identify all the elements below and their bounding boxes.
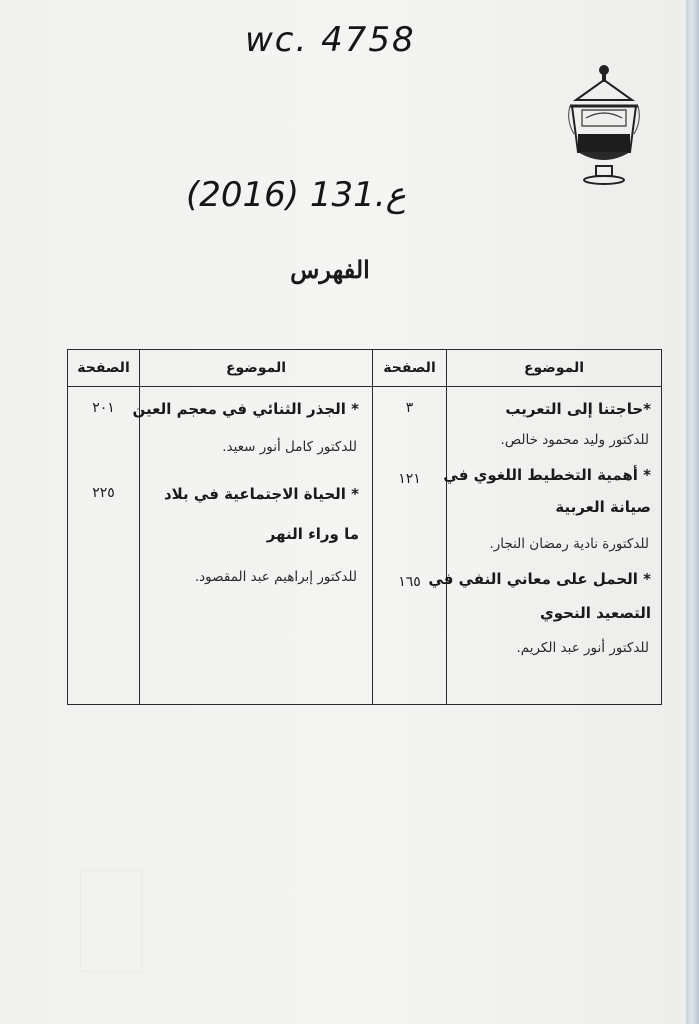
contents-table — [67, 349, 662, 705]
entry-title: * الحياة الاجتماعية في بلاد — [163, 485, 359, 503]
column-divider — [446, 350, 447, 704]
entry-page-number: ٢٠١ — [92, 400, 115, 416]
entry-author: للدكتور وليد محمود خالص. — [500, 432, 649, 448]
entry-title: * الحمل على معاني النفي في — [428, 570, 651, 588]
entry-title-continued: ما وراء النهر — [266, 525, 359, 543]
header-divider — [68, 386, 661, 387]
entry-author: للدكتور كامل أنور سعيد. — [222, 439, 357, 455]
entry-author: للدكتور أنور عبد الكريم. — [516, 640, 649, 656]
header-left-topic: الموضوع — [225, 360, 287, 376]
header-left-page: الصفحة — [77, 360, 130, 376]
faint-bleed-through-mark — [80, 870, 142, 972]
lantern-emblem-icon — [556, 60, 646, 200]
entry-author: للدكتور إبراهيم عبد المقصود. — [194, 569, 357, 585]
entry-author: للدكتورة نادية رمضان النجار. — [489, 536, 649, 552]
entry-title: * أهمية التخطيط اللغوي في — [443, 466, 651, 484]
entry-title-continued: التصعيد النحوي — [539, 604, 651, 622]
entry-page-number: ٣ — [405, 400, 414, 416]
entry-title: * الجذر الثنائي في معجم العين — [132, 400, 359, 418]
entry-title-continued: صيانة العربية — [555, 498, 651, 516]
page-edge — [686, 0, 699, 1024]
header-right-topic: الموضوع — [523, 360, 585, 376]
entry-page-number: ٢٢٥ — [92, 485, 115, 501]
entry-title: *حاجتنا إلى التعريب — [505, 400, 651, 418]
handwritten-accession-number: wc. 4758 — [245, 20, 416, 60]
page-title: الفهرس — [290, 255, 370, 284]
entry-page-number: ١٦٥ — [398, 574, 421, 590]
header-right-page: الصفحة — [383, 360, 436, 376]
entry-page-number: ١٢١ — [398, 471, 421, 487]
handwritten-call-number: (2016) 131.ع — [186, 175, 406, 215]
